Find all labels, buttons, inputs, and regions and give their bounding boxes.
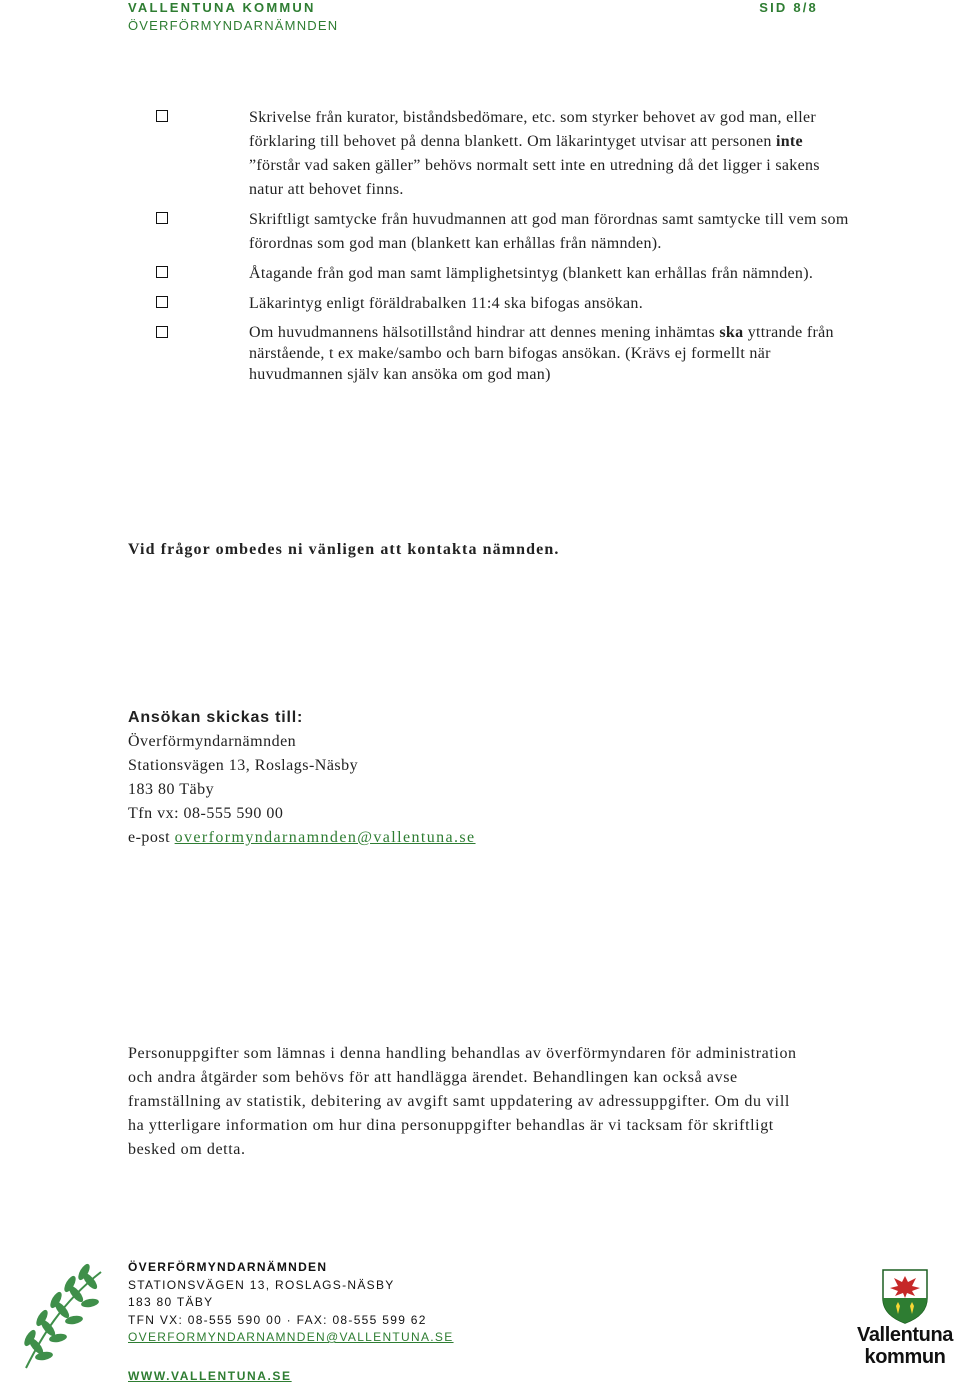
footer-email-link[interactable]: OVERFORMYNDARNAMNDEN@VALLENTUNA.SE <box>128 1330 454 1344</box>
item-text: Om huvudmannens hälsotillstånd hindrar att dennes mening inhämtas <box>249 324 720 341</box>
checklist-item <box>156 208 856 256</box>
item-text: ”förstår vad saken gäller” behövs normalt sett inte en utredning då det ligger i sakens natur att behovet finns. <box>249 157 820 198</box>
checkbox-icon[interactable] <box>156 212 168 224</box>
checkbox-icon[interactable] <box>156 296 168 308</box>
address-name: Överförmyndarnämnden <box>128 733 297 750</box>
header-department: ÖVERFÖRMYNDARNÄMNDEN <box>128 18 339 33</box>
address-email-line <box>128 826 476 850</box>
item-text: Skriftligt samtycke från huvudmannen att god man förordnas samt samtycke till vem som förordnas som god man (blankett kan erhållas från nämnden). <box>249 211 849 252</box>
attachments-checklist <box>156 106 856 391</box>
item-text: yttrande från närstående, t ex make/sambo och barn bifogas ansökan. (Krävs ej formellt när huvudmannen själv kan ansöka om god man) <box>249 324 834 383</box>
footer-department: ÖVERFÖRMYNDARNÄMNDEN <box>128 1260 328 1274</box>
header-org-name: VALLENTUNA KOMMUN <box>128 0 316 15</box>
email-link[interactable]: overformyndarnamnden@vallentuna.se <box>174 829 476 846</box>
address-block <box>128 706 476 850</box>
checklist-item-text <box>249 208 856 256</box>
footer-street: STATIONSVÄGEN 13, ROSLAGS-NÄSBY <box>128 1277 395 1292</box>
checkbox-icon[interactable] <box>156 110 168 122</box>
footer-contact <box>128 1259 454 1347</box>
email-prefix: e-post <box>128 829 171 846</box>
contact-question-line: Vid frågor ombedes ni vänligen att kontakta nämnden. <box>128 541 560 558</box>
checkbox-icon[interactable] <box>156 326 168 338</box>
leaf-logo-icon <box>6 1258 116 1378</box>
municipal-crest-icon <box>880 1268 930 1324</box>
checklist-item-text <box>249 292 856 316</box>
address-phone: Tfn vx: 08-555 590 00 <box>128 805 284 822</box>
item-text: Åtagande från god man samt lämplighetsintyg (blankett kan erhållas från nämnden). <box>249 265 814 282</box>
footer-postal: 183 80 TÄBY <box>128 1295 214 1309</box>
address-street: Stationsvägen 13, Roslags-Näsby <box>128 757 359 774</box>
checklist-item <box>156 262 856 286</box>
brand-line-1: Vallentuna <box>856 1324 954 1346</box>
brand-wordmark <box>850 1324 960 1368</box>
checklist-item-text <box>249 106 856 202</box>
address-postal: 183 80 Täby <box>128 781 215 798</box>
footer-website-link[interactable]: WWW.VALLENTUNA.SE <box>128 1369 292 1383</box>
checklist-item-text <box>249 262 856 286</box>
page-number: SID 8/8 <box>759 0 818 15</box>
checklist-item-text <box>249 322 856 385</box>
checkbox-icon[interactable] <box>156 266 168 278</box>
checklist-item <box>156 322 856 385</box>
checklist-item <box>156 106 856 202</box>
item-text-emphasis: ska <box>719 324 744 341</box>
item-text: Läkarintyg enligt föräldrabalken 11:4 ska bifogas ansökan. <box>249 295 644 312</box>
item-text: Skrivelse från kurator, biståndsbedömare, etc. som styrker behovet av god man, eller förklaring till behovet på denna blankett. Om läkarintyget utvisar att personen <box>249 109 817 150</box>
footer-phone-fax: TFN VX: 08-555 590 00 · FAX: 08-555 599 62 <box>128 1312 427 1327</box>
checklist-item <box>156 292 856 316</box>
item-text-emphasis: inte <box>775 133 803 150</box>
brand-line-2: kommun <box>864 1346 946 1368</box>
privacy-notice: Personuppgifter som lämnas i denna handling behandlas av överförmyndaren för administration och andra åtgärder som behövs för att handlägga ärendet. Behandlingen kan också avse framställning av statistik, debitering av avgift samt uppdatering av adressuppgifter. Om du vill ha ytterligare information om hur dina personuppgifter behandlas är vi tacksam för skriftligt besked om detta. <box>128 1045 797 1158</box>
address-heading: Ansökan skickas till: <box>128 709 304 726</box>
